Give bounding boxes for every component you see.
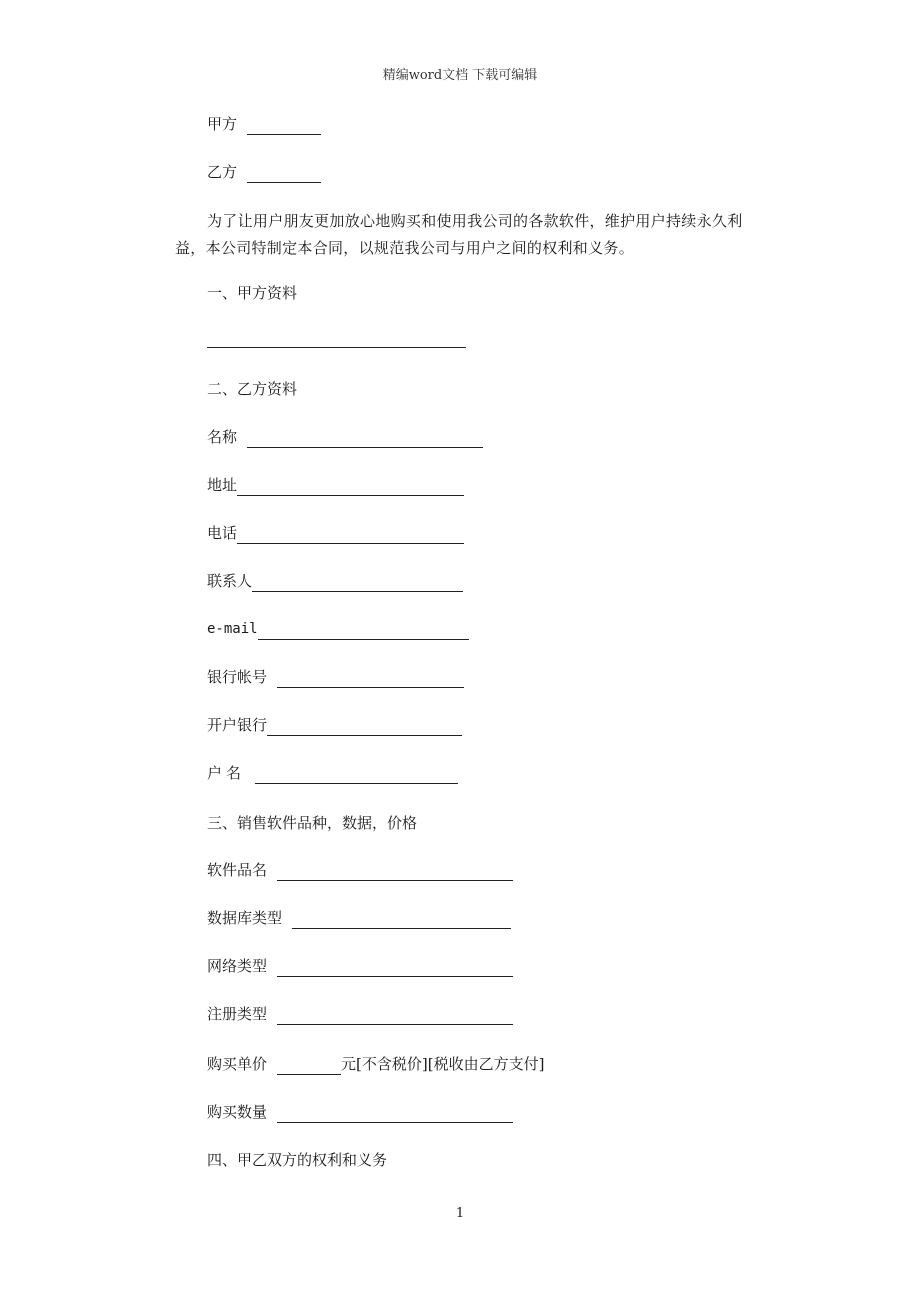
network-type-field: [207, 955, 513, 977]
email-label: e-mail: [207, 621, 258, 637]
address-label: 地址: [207, 476, 238, 494]
network-type-label: 网络类型: [207, 957, 268, 975]
unit-price-field: [207, 1053, 544, 1075]
bank-field: [207, 714, 462, 736]
account-name-label: 户名: [207, 764, 246, 782]
bank-account-label: 银行帐号: [207, 668, 268, 686]
party-a-blank[interactable]: [247, 119, 321, 135]
party-b-blank[interactable]: [247, 167, 321, 183]
unit-price-suffix: 元[不含税价][税收由乙方支付]: [341, 1055, 545, 1073]
section4-title-text: 四、甲乙双方的权利和义务: [207, 1151, 388, 1169]
quantity-field: [207, 1101, 513, 1123]
registration-type-label: 注册类型: [207, 1005, 268, 1023]
name-label: 名称: [207, 428, 238, 446]
bank-label: 开户银行: [207, 716, 268, 734]
section1-title: [207, 282, 297, 304]
section2-title-text: 二、乙方资料: [207, 380, 298, 398]
name-field: [207, 426, 483, 448]
unit-price-label: 购买单价: [207, 1055, 268, 1073]
phone-label: 电话: [207, 524, 238, 542]
party-a-line: [207, 113, 321, 135]
section3-title-text: 三、销售软件品种，数据，价格: [207, 814, 418, 832]
contact-label: 联系人: [207, 572, 253, 590]
party-a-info-blank[interactable]: [207, 346, 466, 348]
software-name-field: [207, 859, 513, 881]
phone-blank[interactable]: [237, 528, 464, 544]
network-type-blank[interactable]: [277, 961, 513, 977]
unit-price-blank[interactable]: [277, 1059, 341, 1075]
section1-title-text: 一、甲方资料: [207, 284, 298, 302]
page-header: 精编word文档 下载可编辑: [382, 68, 538, 83]
software-name-blank[interactable]: [277, 865, 513, 881]
party-b-line: [207, 161, 321, 183]
email-blank[interactable]: [258, 624, 469, 640]
intro-paragraph: 为了让用户朋友更加放心地购买和使用我公司的各款软件，维护用户持续永久利益，本公司特制定本合同，以规范我公司与用户之间的权利和义务。: [175, 212, 743, 257]
registration-type-blank[interactable]: [277, 1009, 513, 1025]
account-name-blank[interactable]: [255, 768, 458, 784]
page-number: 1: [455, 1206, 465, 1221]
quantity-blank[interactable]: [277, 1107, 513, 1123]
contact-blank[interactable]: [252, 576, 463, 592]
party-b-label: 乙方: [207, 163, 238, 181]
registration-type-field: [207, 1003, 513, 1025]
database-type-label: 数据库类型: [207, 909, 283, 927]
database-type-field: [207, 907, 511, 929]
name-blank[interactable]: [247, 432, 483, 448]
account-name-field: [207, 762, 458, 784]
database-type-blank[interactable]: [292, 913, 511, 929]
section3-title: [207, 812, 417, 834]
address-field: [207, 474, 464, 496]
bank-blank[interactable]: [267, 720, 462, 736]
party-a-label: 甲方: [207, 115, 238, 133]
bank-account-blank[interactable]: [277, 672, 464, 688]
software-name-label: 软件品名: [207, 861, 268, 879]
address-blank[interactable]: [237, 480, 464, 496]
section4-title: [207, 1149, 387, 1171]
email-field: [207, 618, 469, 640]
bank-account-field: [207, 666, 464, 688]
section2-title: [207, 378, 297, 400]
quantity-label: 购买数量: [207, 1103, 268, 1121]
phone-field: [207, 522, 464, 544]
contact-field: [207, 570, 463, 592]
